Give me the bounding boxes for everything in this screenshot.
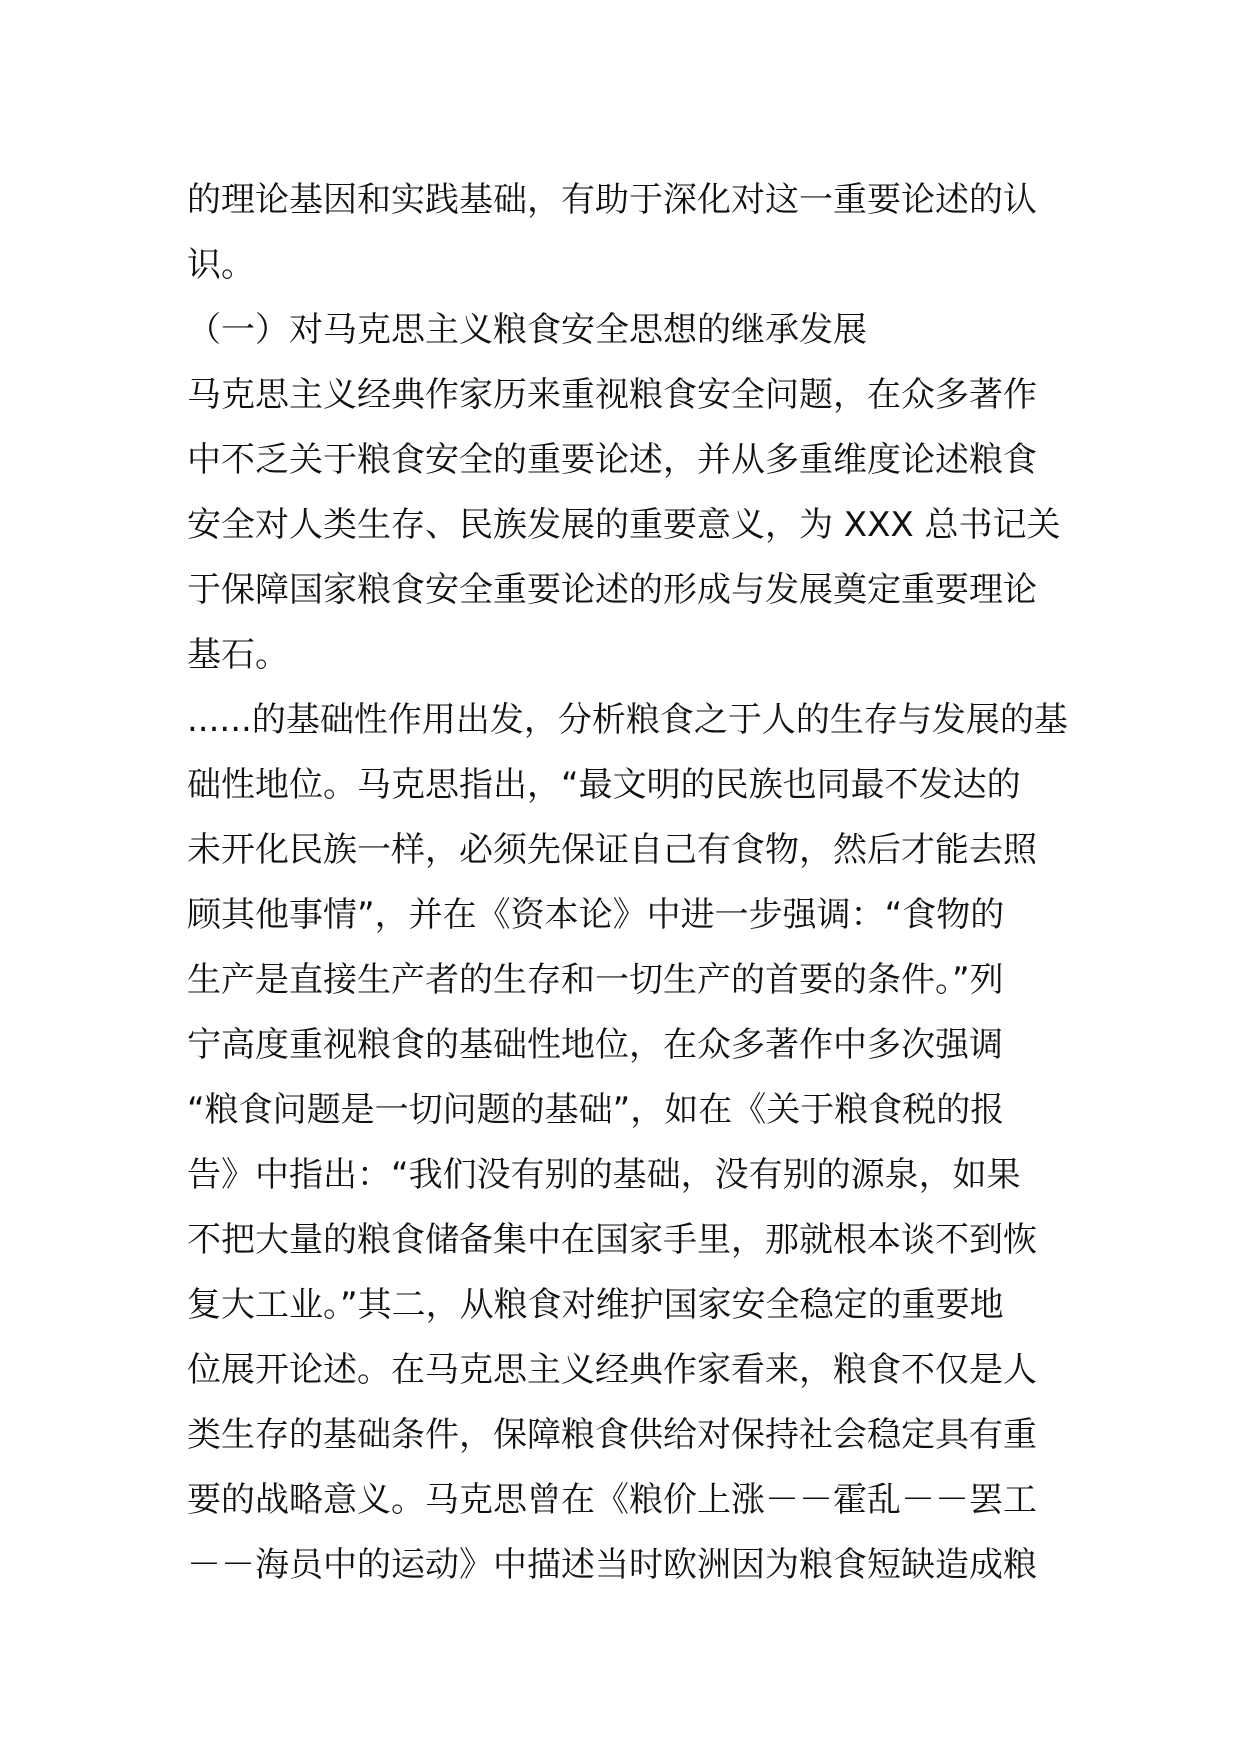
text-line: 类生存的基础条件，保障粮食供给对保持社会稳定具有重	[187, 1415, 1037, 1455]
text-line: －－海员中的运动》中描述当时欧洲因为粮食短缺造成粮	[187, 1545, 1037, 1585]
text-line: 的理论基因和实践基础，有助于深化对这一重要论述的认	[187, 180, 1037, 220]
text-line: 础性地位。马克思指出，“最文明的民族也同最不发达的	[187, 765, 1021, 805]
text-line: 马克思主义经典作家历来重视粮食安全问题，在众多著作	[187, 375, 1037, 415]
text-line: 基石。	[187, 635, 289, 675]
text-line: 安全对人类生存、民族发展的重要意义，为 XXX 总书记关	[187, 505, 1061, 545]
text-line: 告》中指出：“我们没有别的基础，没有别的源泉，如果	[187, 1155, 1021, 1195]
text-line: 于保障国家粮食安全重要论述的形成与发展奠定重要理论	[187, 570, 1037, 610]
text-line: 未开化民族一样，必须先保证自己有食物，然后才能去照	[187, 830, 1037, 870]
body-text	[187, 168, 1068, 1598]
text-line: 生产是直接生产者的生存和一切生产的首要的条件。”列	[187, 960, 1004, 1000]
section-heading: （一）对马克思主义粮食安全思想的继承发展	[187, 310, 867, 350]
text-line: “粮食问题是一切问题的基础”，如在《关于粮食税的报	[187, 1090, 1005, 1130]
text-line: 不把大量的粮食储备集中在国家手里，那就根本谈不到恢	[187, 1220, 1037, 1260]
text-line: 宁高度重视粮食的基础性地位，在众多著作中多次强调	[187, 1025, 1003, 1065]
text-line: 要的战略意义。马克思曾在《粮价上涨－－霍乱－－罢工	[187, 1480, 1037, 1520]
text-line: 复大工业。”其二，从粮食对维护国家安全稳定的重要地	[187, 1285, 1004, 1325]
text-line: 中不乏关于粮食安全的重要论述，并从多重维度论述粮食	[187, 440, 1037, 480]
text-line: 识。	[187, 245, 255, 285]
text-line: 位展开论述。在马克思主义经典作家看来，粮食不仅是人	[187, 1350, 1037, 1390]
text-line: ......的基础性作用出发，分析粮食之于人的生存与发展的基	[187, 700, 1068, 740]
text-line: 顾其他事情”，并在《资本论》中进一步强调：“食物的	[187, 895, 1005, 935]
